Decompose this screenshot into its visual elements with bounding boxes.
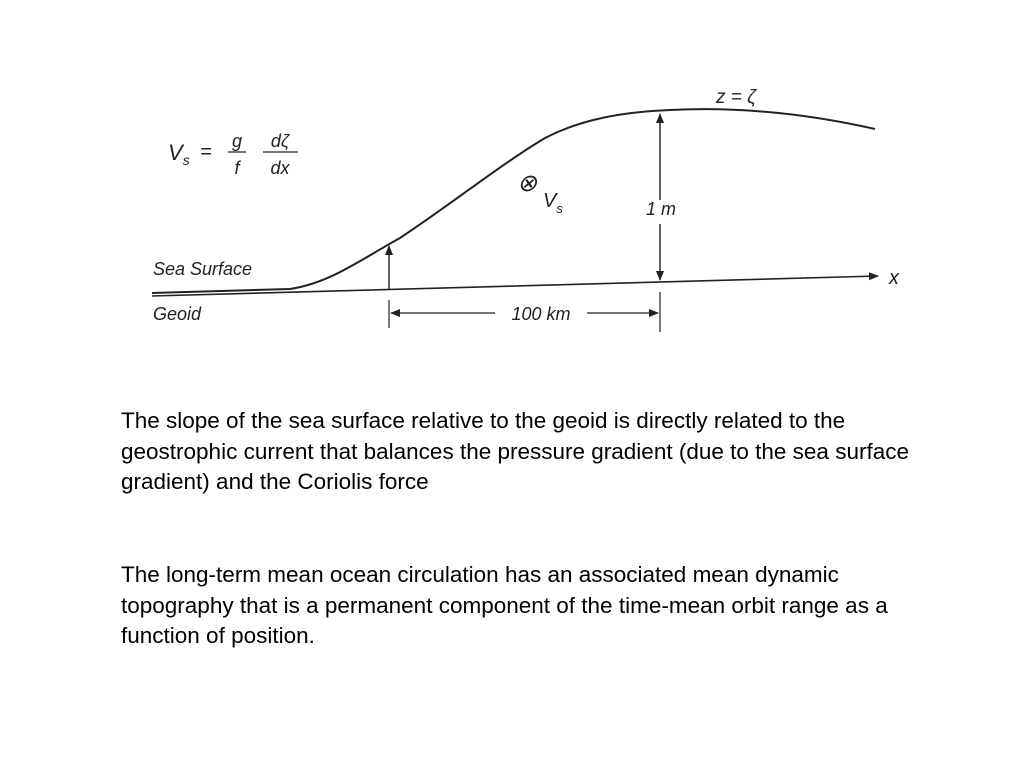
sea-surface-label: Sea Surface bbox=[153, 259, 253, 279]
height-label: 1 m bbox=[646, 199, 677, 219]
geoid-label: Geoid bbox=[153, 304, 202, 324]
geostrophic-formula bbox=[168, 131, 298, 178]
surface-label: z = ζ bbox=[716, 87, 756, 108]
current-label: V bbox=[543, 190, 557, 212]
distance-label: 100 km bbox=[511, 304, 571, 324]
formula-frac2-den: dx bbox=[270, 158, 290, 178]
svg-text:Vs bbox=[543, 190, 563, 216]
formula-frac2-num: dζ bbox=[270, 131, 290, 151]
formula-equals: = bbox=[200, 141, 212, 163]
paragraph-slope-explanation: The slope of the sea surface relative to the geoid is directly related to the geostrophic current that balances the pressure gradient (due to the sea surface gradient) and the Coriolis force bbox=[121, 408, 909, 494]
current-into-page-icon: ⊗ bbox=[517, 170, 538, 197]
paragraph-mean-circulation: The long-term mean ocean circulation has an associated mean dynamic topography that is a permanent component of the time-mean orbit range as a function of position. bbox=[121, 562, 888, 648]
formula-lhs: V bbox=[168, 140, 183, 165]
current-label-sub: s bbox=[556, 201, 563, 216]
formula-lhs-sub: s bbox=[182, 152, 190, 168]
x-axis-label: x bbox=[889, 267, 899, 289]
sea-surface-curve bbox=[152, 109, 875, 293]
geoid-line bbox=[152, 276, 878, 296]
svg-text:Vs bbox=[168, 140, 190, 168]
formula-frac1-den: f bbox=[234, 158, 240, 178]
sea-surface-diagram bbox=[0, 0, 1024, 360]
formula-frac1-num: g bbox=[231, 131, 243, 151]
